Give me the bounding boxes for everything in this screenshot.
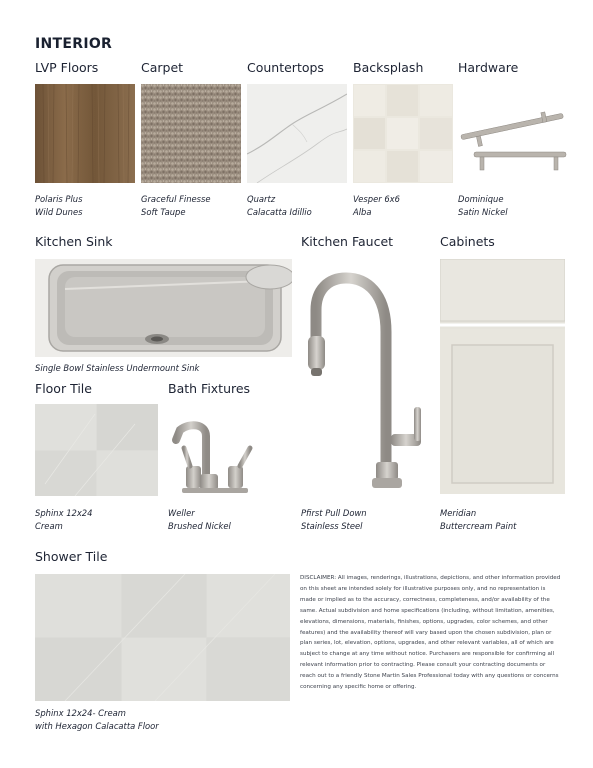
carpet-swatch xyxy=(141,84,241,183)
faucet-line1: Pfirst Pull Down xyxy=(301,508,367,518)
countertop-swatch xyxy=(247,84,347,183)
lvp-floors-heading: LVP Floors xyxy=(35,60,99,75)
countertops-line1: Quartz xyxy=(247,194,276,204)
hardware-line2: Satin Nickel xyxy=(458,207,508,217)
countertops-heading: Countertops xyxy=(247,60,324,75)
kitchen-faucet-heading: Kitchen Faucet xyxy=(301,234,394,249)
carpet-line2: Soft Taupe xyxy=(141,207,186,217)
carpet-caption xyxy=(141,193,211,219)
bath-line1: Weller xyxy=(168,508,195,518)
bath-faucet-image xyxy=(170,414,262,496)
cabinets-line2: Buttercream Paint xyxy=(440,521,517,531)
floor-tile-swatch xyxy=(35,404,158,496)
cabinet-door-image xyxy=(440,259,565,494)
carpet-line1: Graceful Finesse xyxy=(141,194,211,204)
floortile-line2: Cream xyxy=(35,521,63,531)
floor-tile-caption xyxy=(35,507,92,533)
bath-fixtures-heading: Bath Fixtures xyxy=(168,381,251,396)
page-title: INTERIOR xyxy=(35,36,113,52)
kitchen-sink-image xyxy=(35,259,292,357)
lvp-floor-swatch xyxy=(35,84,135,183)
hardware-pull-image xyxy=(458,84,568,183)
backsplash-line1: Vesper 6x6 xyxy=(353,194,400,204)
hardware-line1: Dominique xyxy=(458,194,504,204)
kitchen-faucet-image xyxy=(306,262,434,500)
shower-tile-heading: Shower Tile xyxy=(35,549,108,564)
backsplash-heading: Backsplash xyxy=(353,60,424,75)
shower-line2: with Hexagon Calacatta Floor xyxy=(35,721,159,731)
disclaimer-text: DISCLAIMER: All images, renderings, illustrations, depictions, and other information provided on this sheet are intended solely for illustrative purposes only, and no representation is made or implied as to the accuracy, correctness, completeness, and/or availability of the same. Actual subdivision and home specifications (including, without limitation, amenities, elevations, dimensions, materials, finishes, options, upgrades, color schemes, and other features) and the availability thereof will vary based upon the chosen subdivision, plan or plan series, lot, elevation, options, upgrades, and other relevant variables, all of which are subject to change at any time without notice. Purchasers are responsible for confirming all relevant information prior to contracting. Please consult your contracting documents or reach out to a friendly Stone Martin Sales Professional today with any questions or concerns concerning any specific home or offering. xyxy=(300,575,561,691)
lvp-line2: Wild Dunes xyxy=(35,207,83,217)
hardware-heading: Hardware xyxy=(458,60,519,75)
bath-line2: Brushed Nickel xyxy=(168,521,231,531)
carpet-heading: Carpet xyxy=(141,60,184,75)
kitchen-sink-heading: Kitchen Sink xyxy=(35,234,113,249)
lvp-line1: Polaris Plus xyxy=(35,194,83,204)
kitchen-faucet-caption xyxy=(301,507,367,533)
floortile-line1: Sphinx 12x24 xyxy=(35,508,93,518)
cabinets-heading: Cabinets xyxy=(440,234,495,249)
bath-fixtures-caption xyxy=(168,507,231,533)
backsplash-swatch xyxy=(353,84,453,183)
shower-tile-swatch xyxy=(35,574,290,701)
shower-line1: Sphinx 12x24- Cream xyxy=(35,708,126,718)
lvp-caption xyxy=(35,193,83,219)
cabinets-line1: Meridian xyxy=(440,508,477,518)
shower-tile-caption xyxy=(35,707,159,733)
backsplash-line2: Alba xyxy=(353,207,372,217)
floor-tile-heading: Floor Tile xyxy=(35,381,92,396)
countertops-caption xyxy=(247,193,312,219)
kitchen-sink-caption: Single Bowl Stainless Undermount Sink xyxy=(35,363,200,373)
hardware-caption xyxy=(458,193,508,219)
faucet-line2: Stainless Steel xyxy=(301,521,363,531)
countertops-line2: Calacatta Idillio xyxy=(247,207,312,217)
cabinets-caption xyxy=(440,507,516,533)
backsplash-caption xyxy=(353,193,400,219)
